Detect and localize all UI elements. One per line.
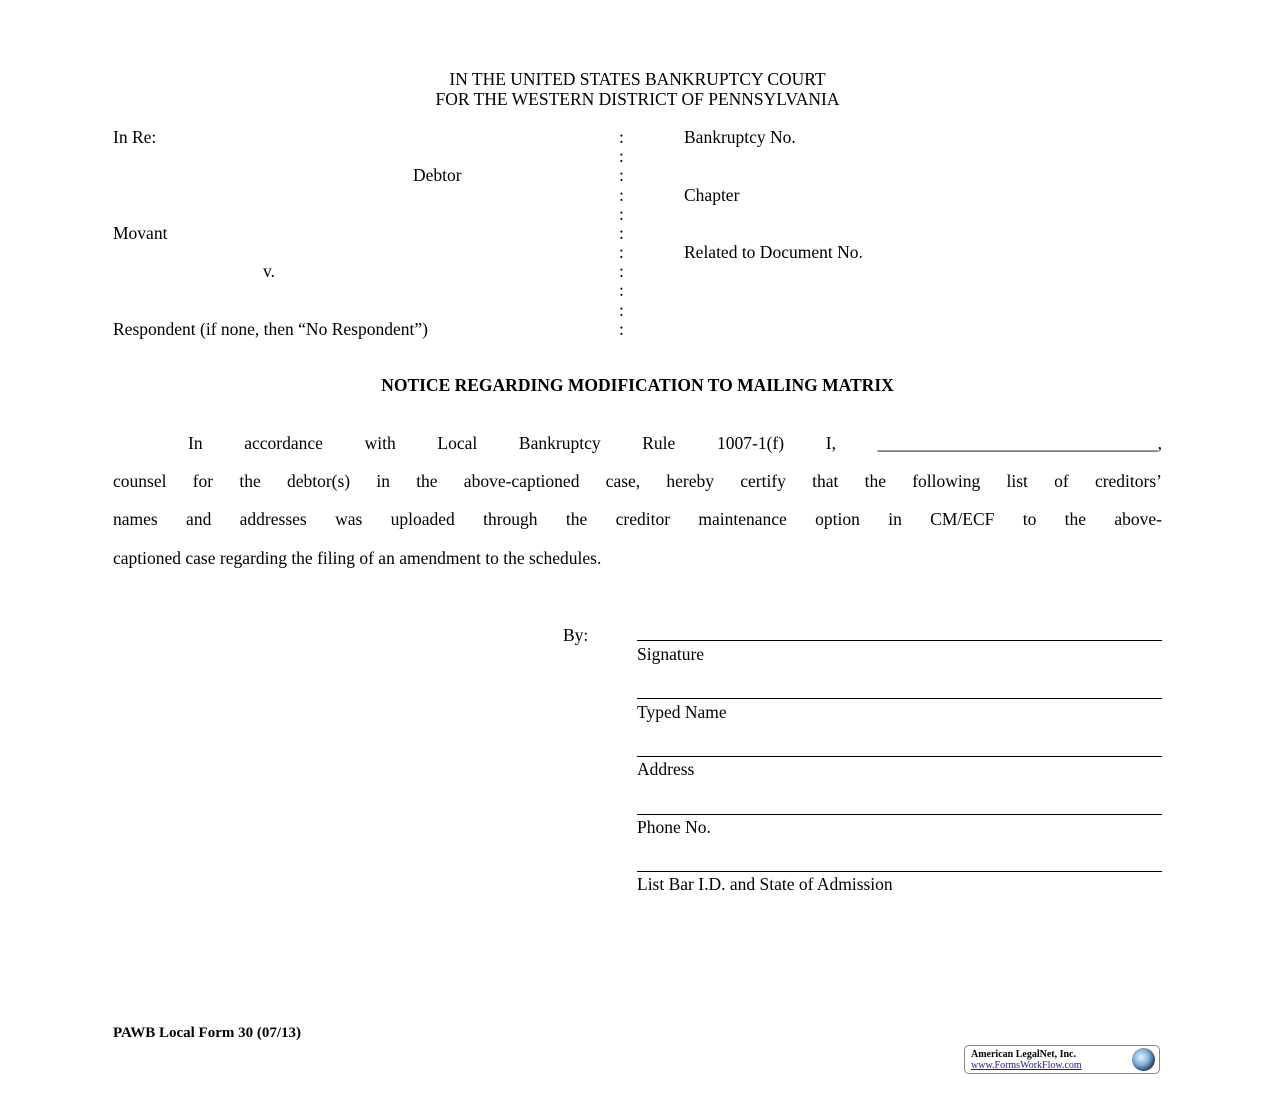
bankruptcy-no-label: Bankruptcy No. [684,127,796,147]
signature-label: Signature [637,644,705,664]
notice-title: NOTICE REGARDING MODIFICATION TO MAILING MATRIX [381,375,894,395]
signature-line [637,640,1162,641]
logo-company-name: American LegalNet, Inc. [971,1049,1076,1060]
paragraph-line: names and addresses was uploaded through the creditor maintenance option in CM/ECF to the above- [113,509,1162,529]
caption-colon: : [619,280,624,300]
caption-colon: : [619,300,624,320]
bar-id-line [637,871,1162,872]
paragraph-line: captioned case regarding the filing of an amendment to the schedules. [113,548,602,568]
related-document-label: Related to Document No. [684,242,863,262]
caption-colon: : [619,242,624,262]
phone-label: Phone No. [637,817,711,837]
caption-colon: : [619,223,624,243]
caption-colon: : [619,127,624,147]
paragraph-line: In accordance with Local Bankruptcy Rule 1007-1(f) I, ________________________________, [188,433,1162,453]
respondent-label: Respondent (if none, then “No Respondent”) [113,319,428,339]
by-label: By: [563,625,589,645]
in-re-label: In Re: [113,127,157,147]
logo-website-link[interactable]: www.FormsWorkFlow.com [971,1060,1082,1071]
versus-label: v. [263,261,275,281]
caption-colon: : [619,146,624,166]
caption-colon: : [619,319,624,339]
phone-line [637,814,1162,815]
debtor-label: Debtor [413,165,462,185]
address-line [637,756,1162,757]
bar-id-label: List Bar I.D. and State of Admission [637,874,893,894]
paragraph-line: counsel for the debtor(s) in the above-captioned case, hereby certify that the following list of creditors’ [113,471,1162,491]
court-title-line-2: FOR THE WESTERN DISTRICT OF PENNSYLVANIA [435,89,840,109]
form-identifier: PAWB Local Form 30 (07/13) [113,1025,302,1041]
globe-icon [1132,1048,1155,1071]
caption-colon: : [619,185,624,205]
caption-colon: : [619,165,624,185]
chapter-label: Chapter [684,185,740,205]
movant-label: Movant [113,223,168,243]
typed-name-line [637,698,1162,699]
address-label: Address [637,759,695,779]
american-legalnet-logo[interactable] [964,1045,1160,1074]
caption-colon: : [619,204,624,224]
typed-name-label: Typed Name [637,702,727,722]
caption-colon: : [619,261,624,281]
court-title-line-1: IN THE UNITED STATES BANKRUPTCY COURT [449,69,826,89]
